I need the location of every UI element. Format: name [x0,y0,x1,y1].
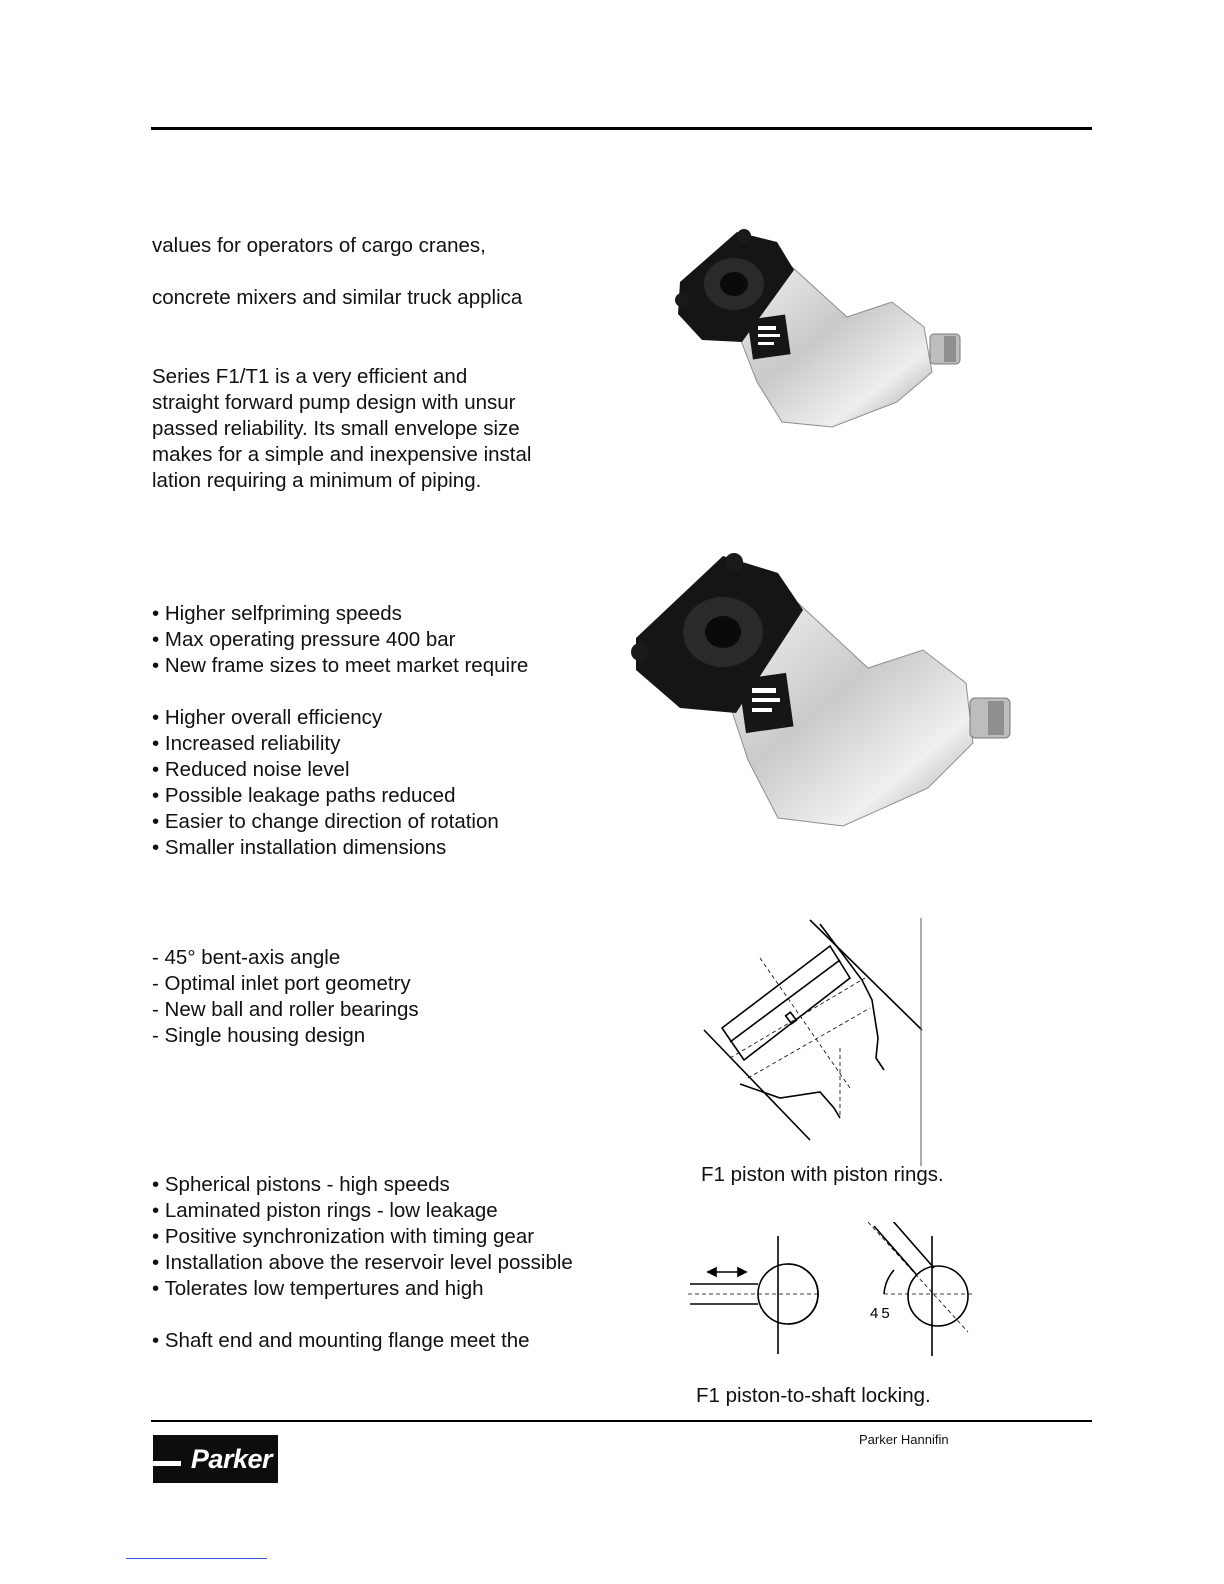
list-item: • Installation above the reservoir level possible [152,1251,573,1274]
locking-drawing [688,1222,978,1362]
list-item: - New ball and roller bearings [152,998,419,1021]
features-list-c [152,1172,573,1302]
intro-line-2: concrete mixers and similar truck applica [152,286,523,309]
description-line: straight forward pump design with unsur [152,391,516,414]
logo-dash [153,1461,181,1466]
footer-rule [151,1420,1092,1422]
features-list-b [152,705,499,861]
list-item: • Positive synchronization with timing gear [152,1225,535,1248]
description-line: passed reliability. Its small envelope size [152,417,520,440]
piston-caption: F1 piston with piston rings. [701,1163,944,1186]
description-paragraph [152,364,531,494]
list-item: • Smaller installation dimensions [152,836,447,859]
list-item: - Single housing design [152,1024,366,1047]
list-item: • Higher overall efficiency [152,706,383,729]
list-item: • New frame sizes to meet market require [152,654,529,677]
design-list [152,945,419,1049]
list-item: • Tolerates low tempertures and high [152,1277,484,1300]
pump-photo-bottom [628,548,1033,838]
description-line: Series F1/T1 is a very efficient and [152,365,468,388]
list-item: • Spherical pistons - high speeds [152,1173,450,1196]
features-list-d [152,1328,530,1354]
pump-photo-top [662,222,992,437]
list-item: • Max operating pressure 400 bar [152,628,456,651]
list-item: • Reduced noise level [152,758,350,781]
parker-logo [153,1435,278,1483]
list-item: • Possible leakage paths reduced [152,784,456,807]
description-line: makes for a simple and inexpensive instal [152,443,532,466]
angle-label: 45 [870,1305,893,1322]
list-item: • Increased reliability [152,732,341,755]
list-item: • Higher selfpriming speeds [152,602,402,625]
logo-text: Parker [190,1444,272,1474]
intro-line-1: values for operators of cargo cranes, [152,234,486,257]
description-line: lation requiring a minimum of piping. [152,469,482,492]
list-item: - Optimal inlet port geometry [152,972,411,995]
footer-company-name: Parker Hannifin [859,1432,949,1447]
piston-drawing [700,918,930,1168]
footnote-underline [126,1558,267,1559]
list-item: • Shaft end and mounting flange meet the [152,1329,530,1352]
header-rule [151,127,1092,130]
list-item: - 45° bent-axis angle [152,946,341,969]
list-item: • Easier to change direction of rotation [152,810,499,833]
locking-caption: F1 piston-to-shaft locking. [696,1384,931,1407]
features-list-a [152,601,528,679]
list-item: • Laminated piston rings - low leakage [152,1199,498,1222]
